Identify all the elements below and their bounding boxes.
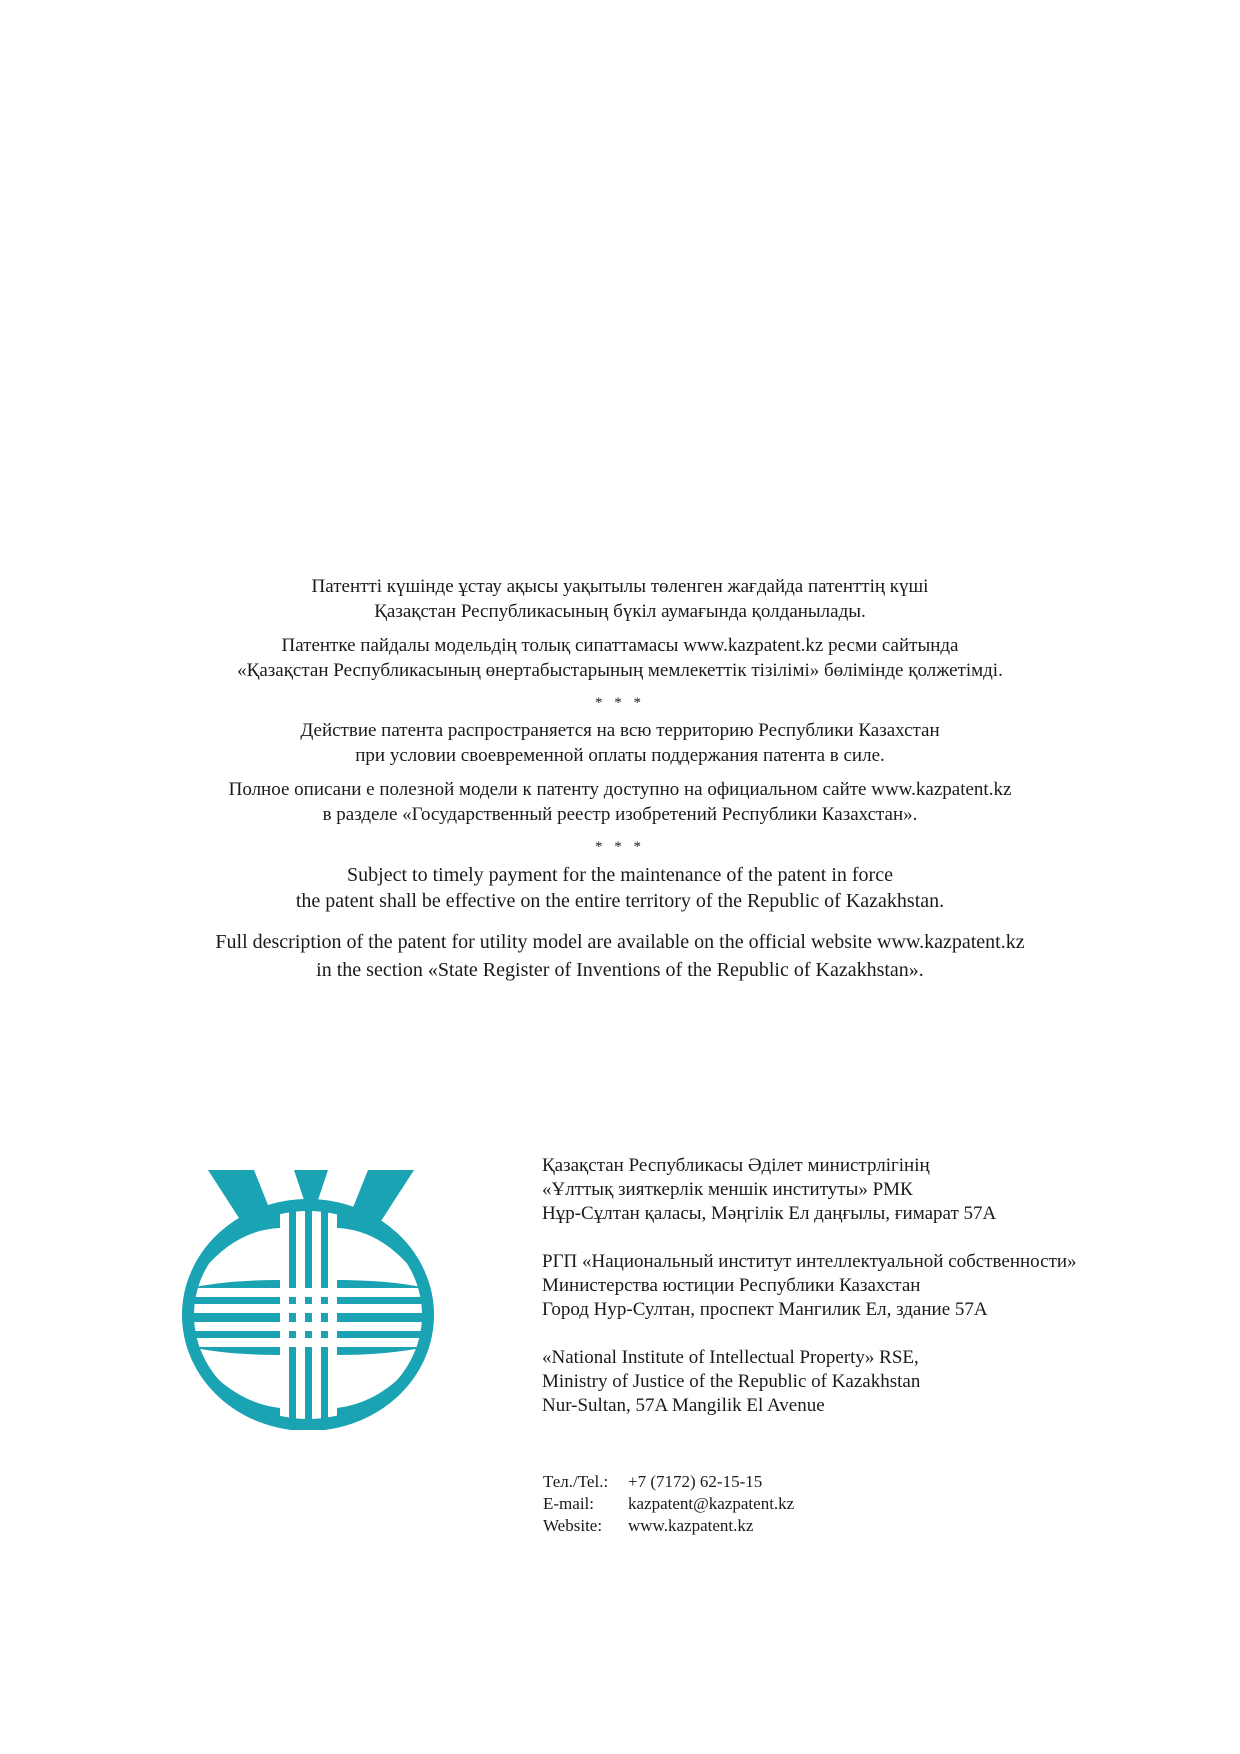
notice-kz-line-3: Патентке пайдалы модельдің толық сипаттамасы www.kazpatent.kz ресми сайтында (281, 635, 959, 656)
address-line: Город Нур-Султан, проспект Мангилик Ел, здание 57А (542, 1299, 988, 1320)
address-line: Министерства юстиции Республики Казахстан (542, 1275, 921, 1296)
website-row (543, 1515, 794, 1537)
address-line: Нұр-Сұлтан қаласы, Мәңгілік Ел даңғылы, ғимарат 57А (542, 1203, 997, 1224)
email-value: kazpatent@kazpatent.kz (628, 1494, 795, 1513)
address-line: РГП «Национальный институт интеллектуальной собственности» (542, 1251, 1077, 1272)
contact-info (543, 1471, 794, 1537)
email-row (543, 1493, 794, 1515)
address-line: Nur-Sultan, 57A Mangilik El Avenue (542, 1395, 825, 1416)
address-line: Қазақстан Республикасы Әділет министрлігінің (542, 1155, 930, 1176)
notice-ru-line-1: Действие патента распространяется на всю территорию Республики Казахстан (300, 720, 940, 741)
address-line: «National Institute of Intellectual Property» RSE, (542, 1347, 919, 1368)
phone-row (543, 1471, 794, 1493)
phone-value: +7 (7172) 62-15-15 (628, 1472, 763, 1491)
separator-stars: * * * (595, 695, 645, 711)
email-label: E-mail: (543, 1494, 594, 1513)
notice-en-line-3: Full description of the patent for utility model are available on the official website www.kazpatent.kz (215, 931, 1025, 953)
patent-notice (0, 574, 1240, 983)
address-kz (542, 1154, 1077, 1226)
notice-kz-line-1: Патентті күшінде ұстау ақысы уақытылы төленген жағдайда патенттің күші (311, 576, 929, 597)
address-ru (542, 1250, 1077, 1322)
notice-en-line-2: the patent shall be effective on the entire territory of the Republic of Kazakhstan. (295, 890, 945, 912)
notice-ru-line-2: при условии своевременной оплаты поддержания патента в силе. (355, 745, 885, 766)
notice-en-line-4: in the section «State Register of Inventions of the Republic of Kazakhstan». (316, 959, 924, 981)
address-line: Ministry of Justice of the Republic of Kazakhstan (542, 1371, 921, 1392)
address-en (542, 1346, 1077, 1418)
address-line: «Ұлттық зияткерлік меншік институты» РМК (542, 1179, 913, 1200)
website-label: Website: (543, 1516, 603, 1535)
website-value: www.kazpatent.kz (628, 1516, 754, 1535)
kazpatent-emblem-icon (168, 1170, 458, 1430)
phone-label: Тел./Tel.: (543, 1472, 609, 1491)
notice-ru-line-4: в разделе «Государственный реестр изобретений Республики Казахстан». (322, 804, 918, 825)
notice-ru-line-3: Полное описани е полезной модели к патенту доступно на официальном сайте www.kazpatent.kz (228, 779, 1012, 800)
notice-en-line-1: Subject to timely payment for the maintenance of the patent in force (347, 864, 893, 886)
separator-stars: * * * (595, 839, 645, 855)
notice-kz-line-4: «Қазақстан Республикасының өнертабыстарының мемлекеттік тізілімі» бөлімінде қолжетімді. (237, 660, 1003, 681)
office-address (542, 1154, 1077, 1442)
notice-kz-line-2: Қазақстан Республикасының бүкіл аумағында қолданылады. (374, 601, 866, 622)
